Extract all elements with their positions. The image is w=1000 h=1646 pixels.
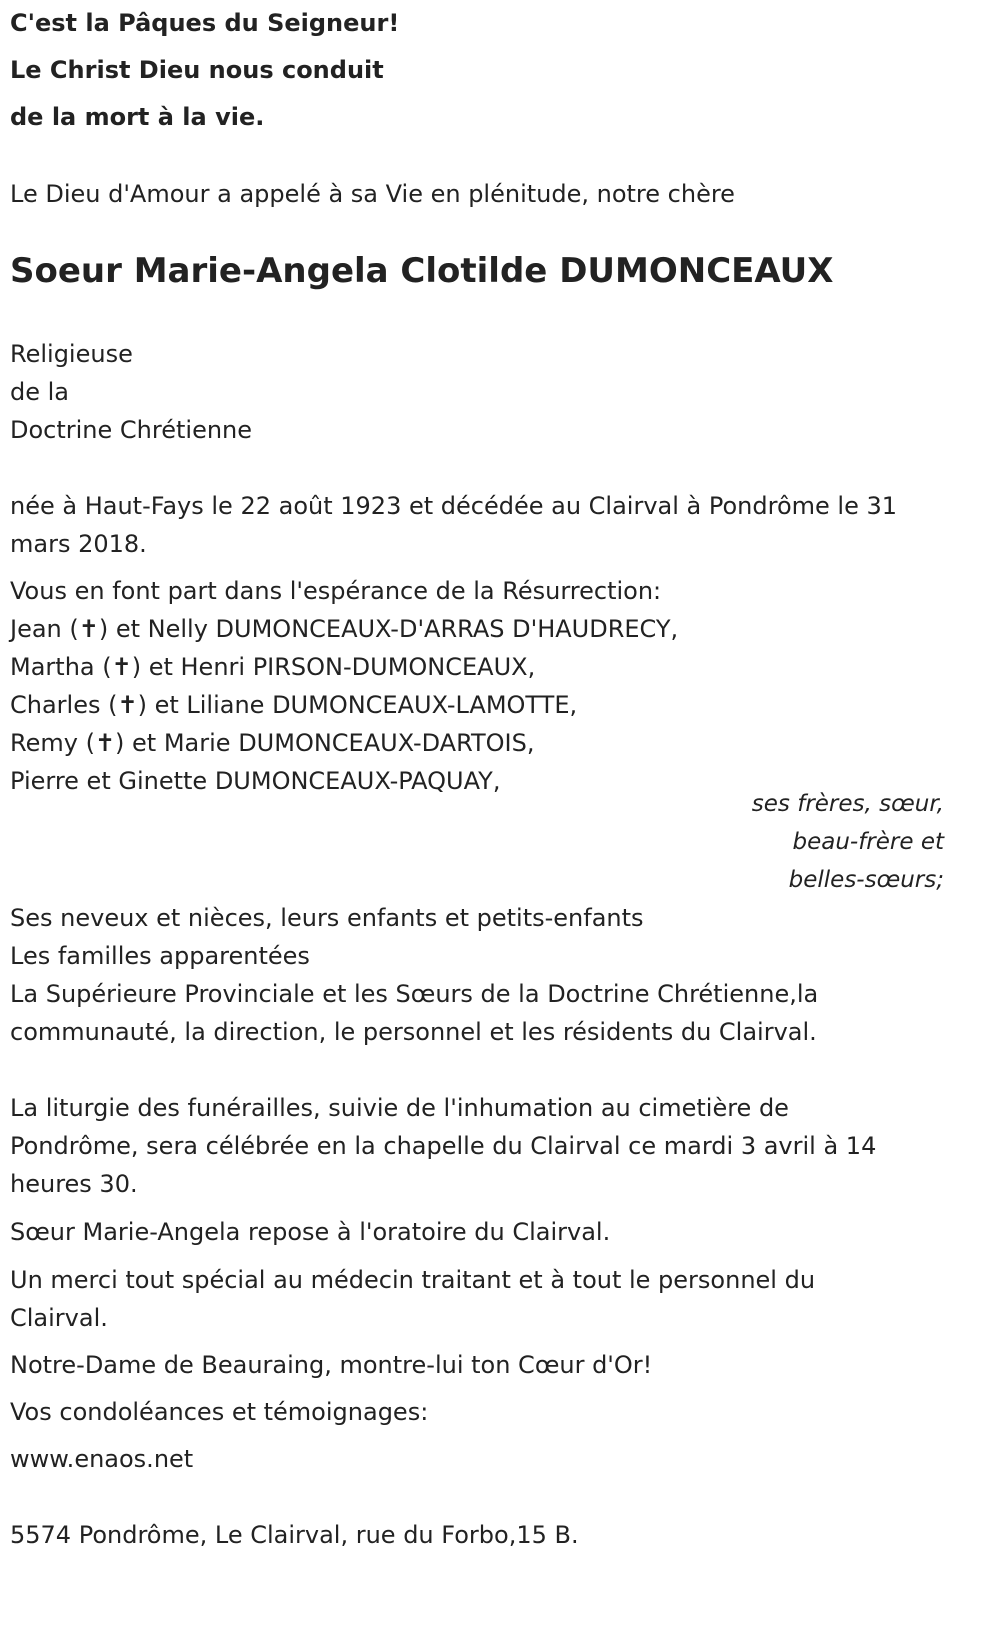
family-member: Pierre et Ginette DUMONCEAUX-PAQUAY, [10, 767, 501, 795]
role-line-2: de la [10, 378, 70, 406]
thanks-line-2: Clairval. [10, 1304, 108, 1332]
relation-line-2: beau-frère et [792, 829, 944, 855]
role-line-1: Religieuse [10, 340, 133, 368]
condolences-label: Vos condoléances et témoignages: [10, 1398, 429, 1426]
relation-line-3: belles-sœurs; [788, 867, 944, 893]
family-member: Jean (✝) et Nelly DUMONCEAUX-D'ARRAS D'HAUDRECY, [10, 615, 679, 643]
others-line-4: communauté, la direction, le personnel et les résidents du Clairval. [10, 1018, 817, 1046]
family-intro: Vous en font part dans l'espérance de la Résurrection: [10, 577, 662, 605]
thanks-line-1: Un merci tout spécial au médecin traitant et à tout le personnel du [10, 1266, 816, 1294]
repose-text: Sœur Marie-Angela repose à l'oratoire du Clairval. [10, 1218, 611, 1246]
funeral-line-3: heures 30. [10, 1170, 138, 1198]
announcement-text: Le Dieu d'Amour a appelé à sa Vie en plénitude, notre chère [10, 180, 735, 208]
website-link[interactable]: www.enaos.net [10, 1445, 194, 1473]
others-line-3: La Supérieure Provinciale et les Sœurs de la Doctrine Chrétienne,la [10, 980, 819, 1008]
funeral-line-1: La liturgie des funérailles, suivie de l'inhumation au cimetière de [10, 1094, 789, 1122]
family-member: Charles (✝) et Liliane DUMONCEAUX-LAMOTTE, [10, 691, 578, 719]
role-line-3: Doctrine Chrétienne [10, 416, 253, 444]
others-line-2: Les familles apparentées [10, 942, 310, 970]
intro-line-1: C'est la Pâques du Seigneur! [10, 9, 400, 37]
address-text: 5574 Pondrôme, Le Clairval, rue du Forbo,15 B. [10, 1521, 579, 1549]
family-member: Remy (✝) et Marie DUMONCEAUX-DARTOIS, [10, 729, 535, 757]
intro-line-3: de la mort à la vie. [10, 103, 265, 131]
deceased-name: Soeur Marie-Angela Clotilde DUMONCEAUX [10, 251, 834, 291]
intro-line-2: Le Christ Dieu nous conduit [10, 56, 384, 84]
relation-line-1: ses frères, sœur, [751, 791, 944, 817]
funeral-line-2: Pondrôme, sera célébrée en la chapelle du Clairval ce mardi 3 avril à 14 [10, 1132, 877, 1160]
others-line-1: Ses neveux et nièces, leurs enfants et petits-enfants [10, 904, 644, 932]
birth-death-line-1: née à Haut-Fays le 22 août 1923 et décédée au Clairval à Pondrôme le 31 [10, 492, 898, 520]
birth-death-line-2: mars 2018. [10, 530, 147, 558]
family-member: Martha (✝) et Henri PIRSON-DUMONCEAUX, [10, 653, 536, 681]
prayer-text: Notre-Dame de Beauraing, montre-lui ton Cœur d'Or! [10, 1351, 653, 1379]
